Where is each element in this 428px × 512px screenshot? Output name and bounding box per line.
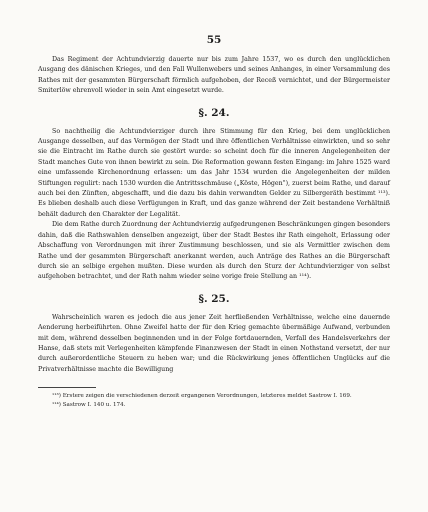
footnote-113: ¹¹³) Erstere zeigen die verschiedenen derzeit ergangenen Verordnungen, letzteres meldet Sastrow I. 169. <box>52 393 352 400</box>
paragraph-regiment: Das Regiment der Achtundvierzig dauerte nur bis zum Jahre 1537, wo es durch den unglücklichen Ausgang des dänischen Krieges, und den Fall Wullenwebers und seines Anhanges, in einer Versammlung des Rathes mit der gesammten Bürgerschaft förmlich aufgehoben, der Receß vernichtet, und der Bürgermeister Smiterlöw ehrenvoll wieder in sein Amt eingesetzt wurde. <box>38 56 390 95</box>
page-number: 55 <box>206 34 222 46</box>
paragraph-24-2: Die dem Rathe durch Zuordnung der Achtundvierzig aufgedrungenen Beschränkungen gingen besonders dahin, daß die Rathswahlen denselben angezeigt, über der Stadt Bestes ihr Rath eingeholt, Erlassung oder Abschaffung von Verordnungen mit ihrer Zustimmung beschlossen, und sie als Vermittler zwischen dem Rathe und der gesammten Bürgerschaft anerkannt werden, auch Anträge des Rathes an die Bürgerschaft durch sie an selbige ergehen mußten. Diese wurden als durch den Sturz der Achtundvierziger von selbst aufgehoben betrachtet, und der Rath nahm wieder seine vorige freie Stellung an ¹¹⁴). <box>38 221 390 281</box>
section-heading-24: §. 24. <box>198 106 230 119</box>
footnote-114: ¹¹⁴) Sastrow I. 140 u. 174. <box>52 402 126 409</box>
paragraph-24-1: So nachtheilig die Achtundvierziger durch ihre Stimmung für den Krieg, bei dem unglücklichen Ausgange desselben, auf das Vermögen der Stadt und ihre öffentlichen Verhältnisse einwirkten, und so sehr sie die Eintracht im Rathe durch sie gestört wurde: so scheint doch für die inneren Angelegenheiten der Stadt manches Gute von ihnen bewirkt zu sein. Die Reformation gewann festen Eingang: im Jahre 1525 ward eine umfassende Kirchenordnung erlassen: um das Jahr 1534 wurden die Angelegenheiten der milden Stiftungen regulirt: nach 1530 wurden die Antrittsschmäuse („Köste, Högen"), zuerst beim Rathe, und darauf auch bei den Zünften, abgeschafft, und die dazu bis dahin verwandten Gelder zu Silbergeräth bestimmt ¹¹³). Es blieben deshalb auch diese Verfügungen in Kraft, und das ganze während der Zeit bestandene Verhältniß behält dadurch den Charakter der Legalität. <box>38 127 390 218</box>
footnote-divider <box>38 387 96 388</box>
section-heading-25: §. 25. <box>198 292 230 305</box>
paragraph-25-1: Wahrscheinlich waren es jedoch die aus jener Zeit herfließenden Verhältnisse, welche eine dauernde Aenderung herbeiführten. Ohne Zweifel hatte der für den Krieg gemachte übermäßige Aufwand, verbunden mit dem, während desselben beginnenden und in der Folge fortdauernden, Verfall des Handelsverkehrs der Hanse, daß stets mit Verlegenheiten kämpfende Finanzwesen der Stadt in einen Nothstand versetzt, der nur durch außerordentliche Steuern zu heben war; und die Rückwirkung jenes öffentlichen Unglücks auf die Privatverhältnisse machte die Bewilligung <box>38 313 390 373</box>
